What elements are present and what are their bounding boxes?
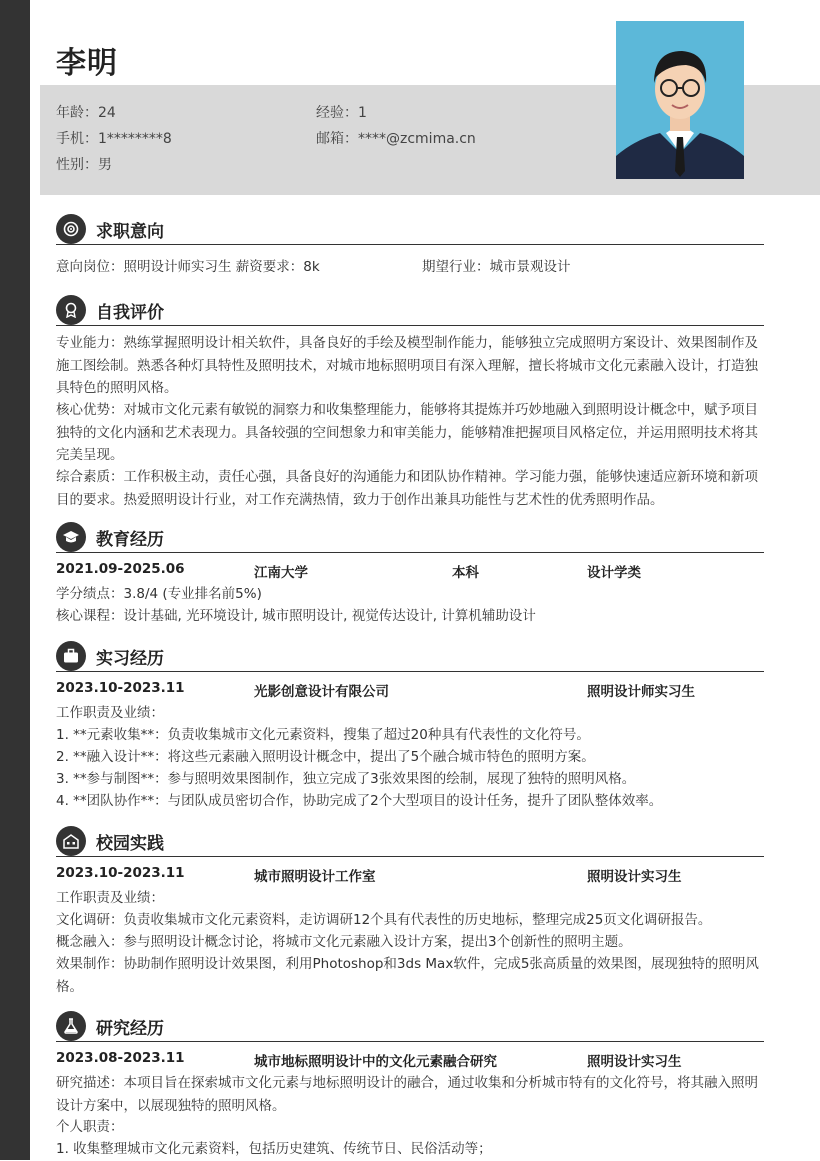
position-salary: 意向岗位：照明设计师实习生 薪资要求：8k: [56, 259, 320, 275]
education-period: 2021.09-2025.06: [56, 561, 185, 577]
campus-period: 2023.10-2023.11: [56, 865, 185, 881]
target-icon: [56, 214, 86, 244]
graduation-cap-icon: [56, 522, 86, 552]
section-title: 自我评价: [96, 303, 164, 323]
gender: 性别：男: [56, 157, 112, 173]
internship-line: 2. **融入设计**：将这些元素融入照明设计概念中，提出了5个融合城市特色的照明方案。: [56, 749, 595, 765]
left-side-bar: [0, 0, 30, 1160]
phone: 手机：1********8: [56, 131, 172, 147]
internship-line: 工作职责及业绩：: [56, 705, 164, 721]
campus-line: 效果制作：协助制作照明设计效果图，利用Photoshop和3ds Max软件，完成5张高质量的效果图，展现独特的照明风格。: [56, 956, 759, 995]
research-role: 照明设计实习生: [587, 1054, 682, 1070]
section-job-intention: [56, 214, 764, 245]
section-campus: [56, 826, 764, 857]
research-description: 研究描述：本项目旨在探索城市文化元素与地标照明设计的融合，通过收集和分析城市特有的文化符号，将其融入照明设计方案中，以展现独特的照明风格。: [56, 1075, 758, 1114]
research-row: [56, 1050, 766, 1072]
courses: 核心课程：设计基础, 光环境设计, 城市照明设计, 视觉传达设计, 计算机辅助设计: [56, 608, 536, 624]
industry: 期望行业：城市景观设计: [422, 259, 571, 275]
research-period: 2023.08-2023.11: [56, 1050, 185, 1066]
internship-row: [56, 680, 766, 702]
section-education: [56, 522, 764, 553]
internship-period: 2023.10-2023.11: [56, 680, 185, 696]
research-project: 城市地标照明设计中的文化元素融合研究: [254, 1054, 497, 1070]
section-self-evaluation: [56, 295, 764, 326]
age: 年龄：24: [56, 105, 116, 121]
section-title: 校园实践: [96, 834, 164, 854]
section-title: 实习经历: [96, 649, 164, 669]
self-eval-professional: 专业能力：熟练掌握照明设计相关软件，具备良好的手绘及模型制作能力，能够独立完成照明方案设计、效果图制作及施工图绘制。熟悉各种灯具特性及照明技术，对城市地标照明项目有深入理解，擅长将城市文化元素融入设计，打造独具特色的照明风格。: [56, 335, 758, 396]
section-internship: [56, 641, 764, 672]
campus-line: 文化调研：负责收集城市文化元素资料，走访调研12个具有代表性的历史地标，整理完成25页文化调研报告。: [56, 912, 712, 928]
degree: 本科: [452, 565, 479, 581]
section-research: [56, 1011, 764, 1042]
experience: 经验：1: [316, 105, 367, 121]
candidate-name: 李明: [56, 46, 118, 81]
email: 邮箱：****@zcmima.cn: [316, 131, 476, 147]
flask-icon: [56, 1011, 86, 1041]
award-icon: [56, 295, 86, 325]
school: 江南大学: [254, 565, 308, 581]
section-title: 求职意向: [96, 222, 164, 242]
campus-role: 照明设计实习生: [587, 869, 682, 885]
self-eval-advantage: 核心优势：对城市文化元素有敏锐的洞察力和收集整理能力，能够将其提炼并巧妙地融入到照明设计概念中，赋予项目独特的文化内涵和艺术表现力。具备较强的空间想象力和审美能力，能够精准把握项目风格定位，并运用照明技术将其完美呈现。: [56, 402, 758, 463]
gpa: 学分绩点：3.8/4 (专业排名前5%): [56, 586, 262, 602]
campus-line: 概念融入：参与照明设计概念讨论，将城市文化元素融入设计方案，提出3个创新性的照明主题。: [56, 934, 632, 950]
section-title: 研究经历: [96, 1019, 164, 1039]
section-title: 教育经历: [96, 530, 164, 550]
campus-org: 城市照明设计工作室: [254, 869, 376, 885]
building-icon: [56, 826, 86, 856]
research-duties-label: 个人职责：: [56, 1119, 124, 1135]
research-duty: 1. 收集整理城市文化元素资料，包括历史建筑、传统节日、民俗活动等；: [56, 1141, 492, 1157]
briefcase-icon: [56, 641, 86, 671]
avatar: [616, 21, 744, 179]
campus-row: [56, 865, 766, 887]
education-row: [56, 561, 766, 583]
self-eval-quality: 综合素质：工作积极主动，责任心强，具备良好的沟通能力和团队协作精神。学习能力强，能够快速适应新环境和新项目的要求。热爱照明设计行业，对工作充满热情，致力于创作出兼具功能性与艺术性的优秀照明作品。: [56, 469, 758, 508]
major: 设计学类: [587, 565, 641, 581]
campus-line: 工作职责及业绩：: [56, 890, 164, 906]
internship-line: 1. **元素收集**：负责收集城市文化元素资料，搜集了超过20种具有代表性的文化符号。: [56, 727, 590, 743]
internship-role: 照明设计师实习生: [587, 684, 695, 700]
internship-line: 3. **参与制图**：参与照明效果图制作，独立完成了3张效果图的绘制，展现了独特的照明风格。: [56, 771, 636, 787]
internship-line: 4. **团队协作**：与团队成员密切合作，协助完成了2个大型项目的设计任务，提升了团队整体效率。: [56, 793, 663, 809]
company: 光影创意设计有限公司: [254, 684, 389, 700]
